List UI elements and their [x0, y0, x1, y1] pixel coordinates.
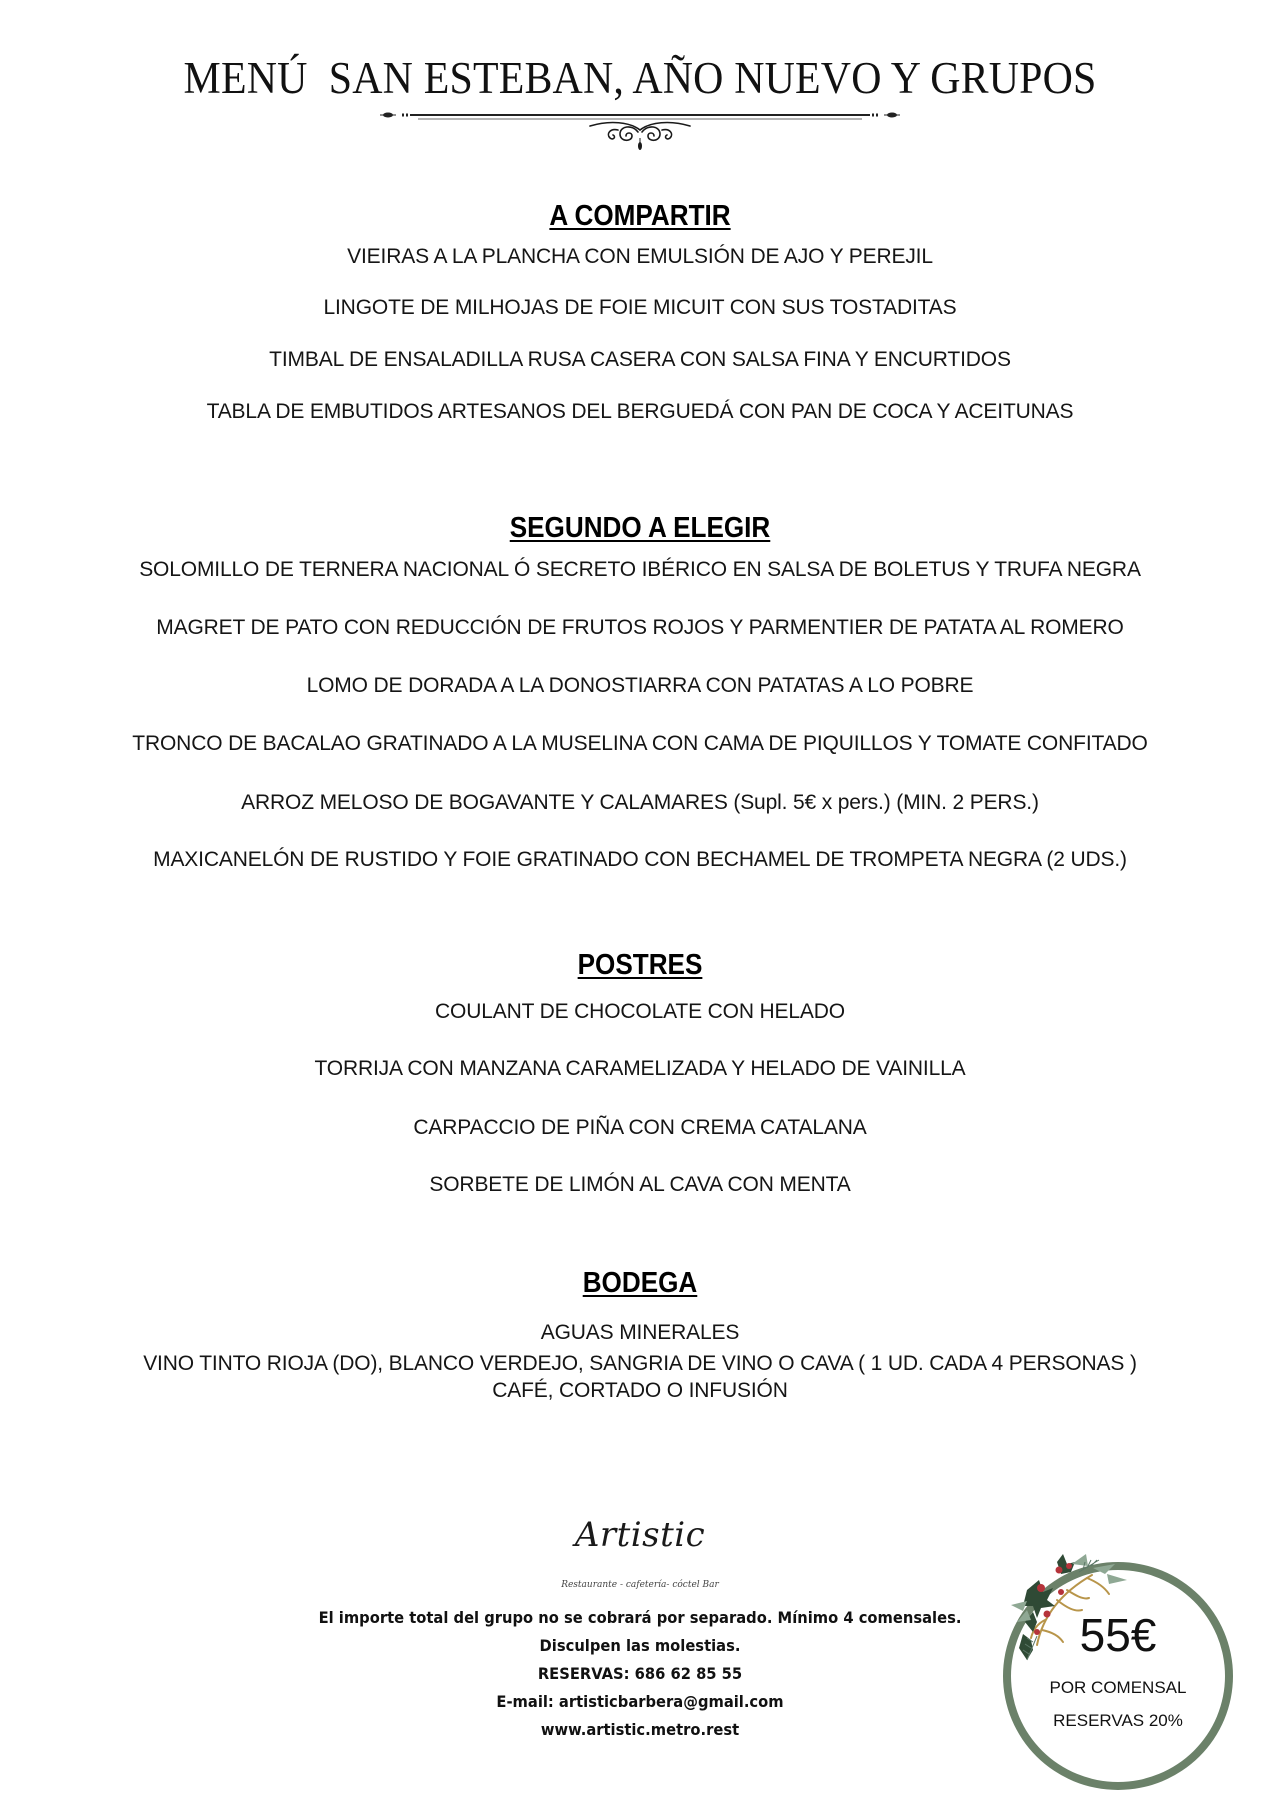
menu-item: TABLA DE EMBUTIDOS ARTESANOS DEL BERGUEDÁ CON PAN DE COCA Y ACEITUNAS [206, 400, 1074, 423]
notice-line: El importe total del grupo no se cobrará por separado. Mínimo 4 comensales. [318, 1608, 962, 1627]
menu-item: MAGRET DE PATO CON REDUCCIÓN DE FRUTOS ROJOS Y PARMENTIER DE PATATA AL ROMERO [156, 616, 1124, 639]
menu-item: SORBETE DE LIMÓN AL CAVA CON MENTA [429, 1173, 851, 1196]
notice-line: Disculpen las molestias. [539, 1636, 741, 1655]
ornamental-divider-icon [380, 108, 900, 158]
menu-item: TORRIJA CON MANZANA CARAMELIZADA Y HELADO DE VAINILLA [314, 1057, 966, 1080]
price-value: 55€ [1079, 1609, 1157, 1661]
drink-item: VINO TINTO RIOJA (DO), BLANCO VERDEJO, SANGRIA DE VINO O CAVA ( 1 UD. CADA 4 PERSONAS ) [143, 1352, 1137, 1375]
menu-item: VIEIRAS A LA PLANCHA CON EMULSIÓN DE AJO Y PEREJIL [347, 245, 933, 268]
contact-email: E-mail: artisticbarbera@gmail.com [496, 1692, 784, 1711]
section-heading-bodega: BODEGA [582, 1267, 698, 1299]
drink-item: CAFÉ, CORTADO O INFUSIÓN [492, 1379, 788, 1402]
price-unit-label: POR COMENSAL [1049, 1678, 1187, 1697]
menu-item: SOLOMILLO DE TERNERA NACIONAL Ó SECRETO IBÉRICO EN SALSA DE BOLETUS Y TRUFA NEGRA [139, 558, 1141, 581]
price-badge [1003, 1562, 1233, 1790]
menu-item: CARPACCIO DE PIÑA CON CREMA CATALANA [413, 1116, 867, 1139]
menu-item: TIMBAL DE ENSALADILLA RUSA CASERA CON SALSA FINA Y ENCURTIDOS [269, 348, 1011, 371]
restaurant-tagline: Restaurante - cafetería- cóctel Bar [561, 1580, 719, 1590]
menu-item: COULANT DE CHOCOLATE CON HELADO [435, 1000, 845, 1023]
section-heading-segundo-a-elegir: SEGUNDO A ELEGIR [509, 512, 771, 544]
website-link: www.artistic.metro.rest [540, 1720, 740, 1739]
drink-item: AGUAS MINERALES [540, 1321, 740, 1344]
menu-item: MAXICANELÓN DE RUSTIDO Y FOIE GRATINADO CON BECHAMEL DE TROMPETA NEGRA (2 UDS.) [153, 848, 1127, 871]
page-title: MENÚ SAN ESTEBAN, AÑO NUEVO Y GRUPOS [183, 53, 1097, 103]
menu-item: TRONCO DE BACALAO GRATINADO A LA MUSELINA CON CAMA DE PIQUILLOS Y TOMATE CONFITADO [132, 732, 1148, 755]
menu-item: ARROZ MELOSO DE BOGAVANTE Y CALAMARES (Supl. 5€ x pers.) (MIN. 2 PERS.) [241, 791, 1039, 814]
menu-item: LOMO DE DORADA A LA DONOSTIARRA CON PATATAS A LO POBRE [306, 674, 974, 697]
restaurant-logo: Artistic [574, 1515, 706, 1555]
reservations-phone: RESERVAS: 686 62 85 55 [537, 1664, 743, 1683]
section-heading-postres: POSTRES [577, 949, 703, 981]
section-heading-a-compartir: A COMPARTIR [549, 200, 731, 232]
menu-item: LINGOTE DE MILHOJAS DE FOIE MICUIT CON SUS TOSTADITAS [323, 296, 957, 319]
deposit-label: RESERVAS 20% [1053, 1711, 1183, 1730]
